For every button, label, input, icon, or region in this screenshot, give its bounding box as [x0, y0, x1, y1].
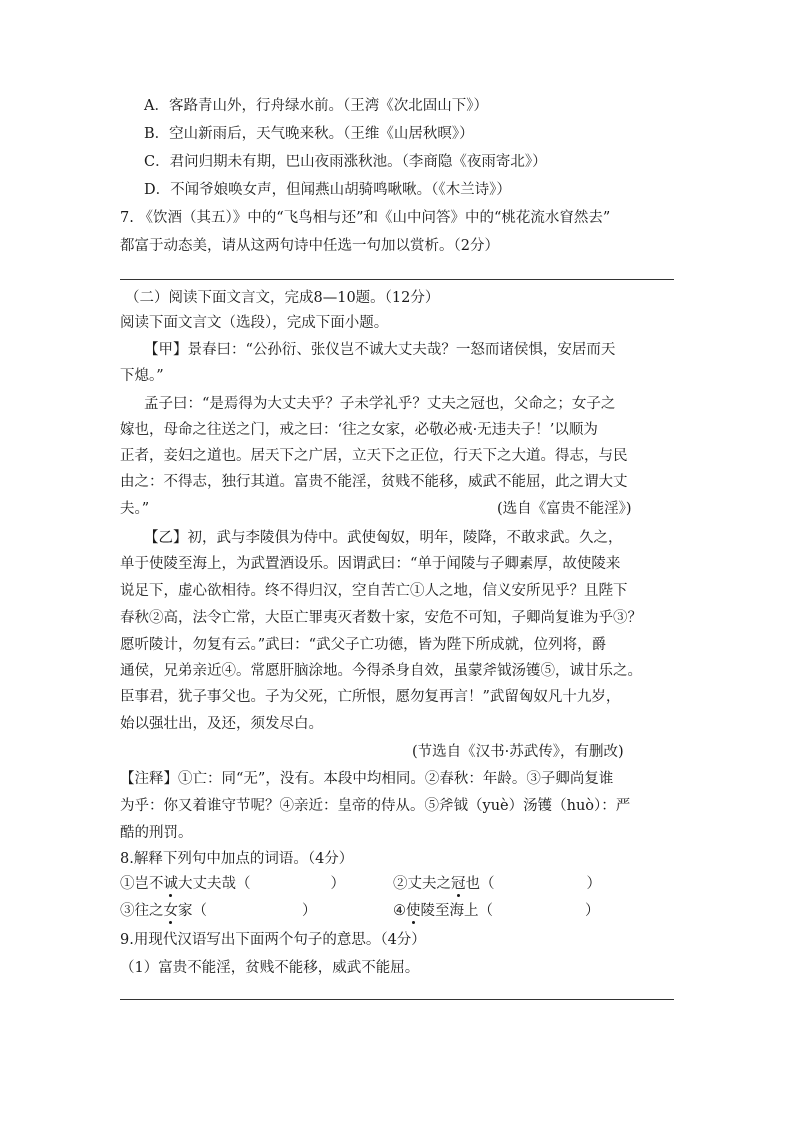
option-b: B．空山新雨后，天气晚来秋。（王维《山居秋暝》） — [144, 126, 474, 142]
section-2-intro: 阅读下面文言文（选段），完成下面小题。 — [120, 315, 389, 331]
passage-yi-line-3: 说足下，虚心欲相待。终不得归汉，空自苦亡①人之地，信义安所见乎？且陛下 — [120, 583, 628, 599]
passage-jia-source: (选自《富贵不能淫》) — [497, 501, 632, 517]
notes-line-1: 【注释】①亡：同“无”，没有。本段中均相同。②春秋：年龄。③子卿尚复谁 — [120, 771, 614, 787]
question-8-item-3: ③往之女家（ ） — [120, 903, 317, 919]
passage-jia-line-7: 夫。” — [120, 501, 150, 517]
passage-jia-line-2: 下熄。” — [120, 368, 164, 384]
dotted-word: 诚 — [163, 876, 178, 892]
dotted-word: 使 — [406, 903, 421, 919]
passage-yi-line-8: 始以强壮出，及还，须发尽白。 — [120, 716, 323, 732]
option-c: C．君问归期未有期，巴山夜雨涨秋池。（李商隐《夜雨寄北》） — [144, 154, 547, 170]
question-8-item-4: ④使陵至海上（ ） — [393, 903, 600, 919]
dotted-word: 冠 — [451, 876, 466, 892]
question-9-sentence-1: （1）富贵不能淫，贫贱不能移，威武不能屈。 — [120, 960, 420, 976]
dotted-word: 女 — [163, 903, 178, 919]
passage-jia-line-3: 孟子曰：“是焉得为大丈夫乎？子未学礼乎？丈夫之冠也，父命之；女子之 — [144, 396, 616, 412]
passage-jia-line-4: 嫁也，母命之往送之门，戒之曰：‘往之女家，必敬必戒·无违夫子！’以顺为 — [120, 422, 598, 438]
passage-yi-line-6: 通侯，兄弟亲近④。常愿肝脑涂地。今得杀身自效，虽蒙斧钺汤镬⑤，诚甘乐之。 — [120, 663, 642, 679]
passage-jia-line-5: 正者，妾妇之道也。居天下之广居，立天下之正位，行天下之大道。得志，与民 — [120, 448, 628, 464]
notes-line-2: 为乎：你又着谁守节呢？④亲近：皇帝的侍从。⑤斧钺（yuè）汤镬（huò）：严 — [120, 798, 631, 814]
question-9-stem: 9.用现代汉语写出下面两个句子的意思。（4分） — [120, 932, 426, 948]
section-2-heading: （二）阅读下面文言文，完成8—10题。（12分） — [125, 290, 440, 306]
passage-yi-line-5: 愿听陵计，勿复有云。”武曰：“武父子亡功德，皆为陛下所成就，位列将，爵 — [120, 637, 607, 653]
question-8-item-2: ②丈夫之冠也（ ） — [393, 876, 601, 892]
option-a: A．客路青山外，行舟绿水前。（王湾《次北固山下》） — [144, 98, 488, 114]
question-8-item-1: ①岂不诚大丈夫哉（ ） — [120, 876, 345, 892]
passage-yi-line-4: 春秋②高，法令亡常，大臣亡罪夷灭者数十家，安危不可知，子卿尚复谁为乎③？ — [120, 610, 642, 626]
question-8-stem: 8.解释下列句中加点的词语。（4分） — [120, 851, 354, 867]
notes-line-3: 酷的刑罚。 — [120, 825, 193, 841]
option-d: D．不闻爷娘唤女声，但闻燕山胡骑鸣啾啾。（《木兰诗》） — [144, 182, 511, 198]
question-7-line-1: 7. 《饮酒（其五）》中的“飞鸟相与还”和《山中问答》中的“桃花流水窅然去” — [120, 210, 611, 226]
passage-jia-line-1: 【甲】景春曰：“公孙衍、张仪岂不诚大丈夫哉？一怒而诸侯惧，安居而天 — [144, 342, 616, 358]
passage-yi-source: (节选自《汉书·苏武传》，有删改) — [412, 744, 624, 760]
passage-yi-line-2: 单于使陵至海上，为武置酒设乐。因谓武曰：“单于闻陵与子卿素厚，故使陵来 — [120, 556, 621, 572]
answer-line-q7 — [120, 279, 674, 280]
answer-line-q9 — [120, 999, 674, 1000]
question-7-line-2: 都富于动态美，请从这两句诗中任选一句加以赏析。（2分） — [120, 238, 499, 254]
passage-jia-line-6: 由之：不得志，独行其道。富贵不能淫，贫贱不能移，威武不能屈，此之谓大丈 — [120, 474, 628, 490]
passage-yi-line-1: 【乙】初，武与李陵俱为侍中。武使匈奴，明年，陵降，不敢求武。久之， — [144, 530, 623, 546]
passage-yi-line-7: 臣事君，犹子事父也。子为父死，亡所恨，愿勿复再言！”武留匈奴凡十九岁， — [120, 689, 621, 705]
